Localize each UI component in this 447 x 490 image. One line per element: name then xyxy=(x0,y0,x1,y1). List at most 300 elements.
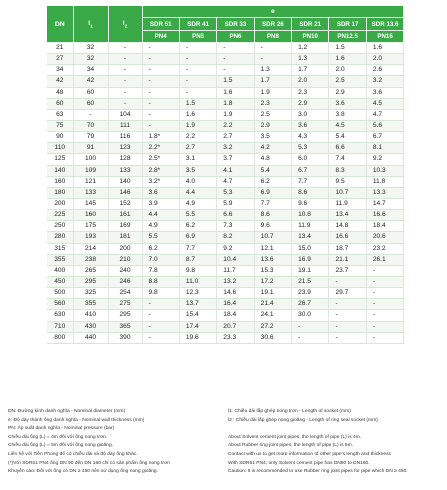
cell-thickness: 7.7 xyxy=(292,176,329,187)
cell-dn: 160 xyxy=(47,176,73,187)
cell-thickness: 12.1 xyxy=(254,243,291,254)
cell-thickness: - xyxy=(366,299,403,310)
cell-thickness: 5.3 xyxy=(292,143,329,154)
cell-l2: 210 xyxy=(108,254,142,265)
header-pn: PN4 xyxy=(142,31,179,43)
cell-l2: 140 xyxy=(108,176,142,187)
cell-thickness: 27.2 xyxy=(254,321,291,332)
cell-thickness: 3.5 xyxy=(254,132,291,143)
cell-l1: 34 xyxy=(73,65,108,76)
cell-thickness: 9.8 xyxy=(179,265,216,276)
cell-thickness: 7.8 xyxy=(142,265,179,276)
cell-thickness: 2.0 xyxy=(329,65,366,76)
cell-thickness: 2.2* xyxy=(142,143,179,154)
header-sdr: SDR 13.6 xyxy=(366,18,403,31)
cell-thickness: 5.5 xyxy=(179,210,216,221)
cell-thickness: 4.5 xyxy=(329,120,366,131)
cell-thickness: - xyxy=(254,54,291,65)
cell-thickness: - xyxy=(142,76,179,87)
cell-thickness: 15.0 xyxy=(292,243,329,254)
cell-thickness: 29.7 xyxy=(329,288,366,299)
cell-thickness: 24.1 xyxy=(254,310,291,321)
cell-thickness: 9.2 xyxy=(217,243,254,254)
cell-thickness: - xyxy=(329,332,366,343)
table-row xyxy=(47,176,404,187)
cell-thickness: 9.8 xyxy=(142,288,179,299)
cell-dn: 63 xyxy=(47,109,73,120)
cell-l1: 109 xyxy=(73,165,108,176)
cell-dn: 90 xyxy=(47,132,73,143)
cell-thickness: 16.9 xyxy=(292,254,329,265)
cell-thickness: 4.5 xyxy=(366,98,403,109)
cell-thickness: 10.3 xyxy=(366,165,403,176)
cell-thickness: 13.4 xyxy=(292,232,329,243)
cell-thickness: 5.4 xyxy=(254,165,291,176)
cell-l1: 60 xyxy=(73,98,108,109)
cell-l1: 325 xyxy=(73,288,108,299)
cell-thickness: 3.9 xyxy=(142,198,179,209)
header-pn: PN10 xyxy=(292,31,329,43)
footnote-line: Liên hệ với Tiền Phong để có chiều dài và độ dày ống khác. xyxy=(8,452,138,457)
cell-l1: 145 xyxy=(73,198,108,209)
cell-dn: 75 xyxy=(47,120,73,131)
cell-dn: 27 xyxy=(47,54,73,65)
cell-thickness: - xyxy=(292,321,329,332)
header-dn: DN xyxy=(47,6,73,43)
cell-thickness: 2.2 xyxy=(217,120,254,131)
header-sdr: SDR 21 xyxy=(292,18,329,31)
cell-dn: 500 xyxy=(47,288,73,299)
table-row xyxy=(47,321,404,332)
cell-l1: 79 xyxy=(73,132,108,143)
cell-thickness: 21.1 xyxy=(329,254,366,265)
cell-thickness: - xyxy=(366,310,403,321)
cell-thickness: 21.4 xyxy=(254,299,291,310)
cell-thickness: - xyxy=(329,310,366,321)
cell-dn: 21 xyxy=(47,43,73,54)
cell-thickness: 6.9 xyxy=(179,232,216,243)
table-row xyxy=(47,109,404,120)
cell-thickness: 4.7 xyxy=(366,109,403,120)
cell-l2: 104 xyxy=(108,109,142,120)
cell-thickness: 8.6 xyxy=(292,187,329,198)
cell-thickness: 5.5 xyxy=(142,232,179,243)
cell-l1: - xyxy=(73,109,108,120)
cell-thickness: 20.6 xyxy=(366,232,403,243)
cell-thickness: 7.0 xyxy=(142,254,179,265)
footnote-line: (*)Với SDR51 PN4 ống DN 90 đến DN 160 chỉ có sản phẩm ống nong trơn xyxy=(8,460,170,466)
cell-thickness: 16.4 xyxy=(217,299,254,310)
cell-l2: 275 xyxy=(108,299,142,310)
cell-thickness: - xyxy=(142,65,179,76)
cell-l1: 238 xyxy=(73,254,108,265)
cell-thickness: - xyxy=(142,321,179,332)
cell-thickness: 6.2 xyxy=(179,221,216,232)
cell-thickness: 11.9 xyxy=(292,221,329,232)
cell-thickness: - xyxy=(366,265,403,276)
cell-thickness: 10.8 xyxy=(292,210,329,221)
cell-thickness: 9.2 xyxy=(366,154,403,165)
pipe-dimension-table xyxy=(47,6,404,344)
cell-dn: 250 xyxy=(47,221,73,232)
cell-dn: 710 xyxy=(47,321,73,332)
cell-thickness: 4.9 xyxy=(142,221,179,232)
cell-dn: 315 xyxy=(47,243,73,254)
cell-thickness: 15.4 xyxy=(179,310,216,321)
table-row xyxy=(47,210,404,221)
cell-thickness: 2.8* xyxy=(142,165,179,176)
cell-thickness: 3.6 xyxy=(366,87,403,98)
header-pn: PN8 xyxy=(254,31,291,43)
cell-thickness: 17.2 xyxy=(254,276,291,287)
cell-thickness: 2.9 xyxy=(254,120,291,131)
cell-thickness: 4.2 xyxy=(254,143,291,154)
cell-thickness: 21.5 xyxy=(292,276,329,287)
cell-l2: 152 xyxy=(108,198,142,209)
cell-thickness: - xyxy=(142,299,179,310)
cell-thickness: 1.6 xyxy=(329,54,366,65)
cell-thickness: 1.2 xyxy=(292,43,329,54)
cell-thickness: 2.5* xyxy=(142,154,179,165)
cell-thickness: 1.3 xyxy=(254,65,291,76)
cell-l1: 355 xyxy=(73,299,108,310)
cell-thickness: 19.1 xyxy=(292,265,329,276)
footnote-line: With SDR51 PN4, only Solvent cement pipe has DN90 to DN160. xyxy=(228,460,370,466)
cell-thickness: 1.5 xyxy=(179,98,216,109)
table-row xyxy=(47,43,404,54)
cell-thickness: 2.6 xyxy=(366,65,403,76)
table-row xyxy=(47,243,404,254)
footnote-line: Caution: It is recommended to use Rubber ring joint pipes for pipe which DN ≥ 450. xyxy=(228,469,408,475)
cell-thickness: 1.6 xyxy=(179,109,216,120)
cell-thickness: - xyxy=(142,332,179,343)
footnote-line: About Solvent cement joint pipes, the length of pipe (L) is 4m. xyxy=(228,434,362,440)
cell-l2: 246 xyxy=(108,276,142,287)
cell-thickness: 1.8 xyxy=(217,98,254,109)
cell-thickness: 2.5 xyxy=(329,76,366,87)
cell-thickness: - xyxy=(179,87,216,98)
cell-thickness: 19.1 xyxy=(254,288,291,299)
table-row xyxy=(47,276,404,287)
footnote-line: l1: Chiều dài lắp ghép nong trơn - Length of socket (mm) xyxy=(228,409,351,414)
cell-l2: - xyxy=(108,87,142,98)
table-row xyxy=(47,76,404,87)
cell-thickness: 23.7 xyxy=(329,265,366,276)
cell-l1: 160 xyxy=(73,210,108,221)
cell-l2: - xyxy=(108,43,142,54)
cell-thickness: - xyxy=(329,276,366,287)
cell-l2: 390 xyxy=(108,332,142,343)
cell-l1: 70 xyxy=(73,120,108,131)
cell-l1: 32 xyxy=(73,54,108,65)
table-row xyxy=(47,198,404,209)
cell-thickness: - xyxy=(217,43,254,54)
header-sdr: SDR 33 xyxy=(217,18,254,31)
header-pn: PN6 xyxy=(217,31,254,43)
cell-thickness: - xyxy=(366,276,403,287)
cell-thickness: 9.6 xyxy=(292,198,329,209)
cell-thickness: 14.7 xyxy=(366,198,403,209)
footnote-line: About Rubber ring joint pipes, the length of pipe (L) is 5m. xyxy=(228,443,354,449)
footnote-line: Chiều dài ống (L) = 5m đối với ống nong gioăng. xyxy=(8,443,114,449)
cell-thickness: 1.6 xyxy=(217,87,254,98)
cell-l2: - xyxy=(108,98,142,109)
cell-thickness: - xyxy=(366,332,403,343)
cell-thickness: 13.2 xyxy=(217,276,254,287)
cell-thickness: 2.3 xyxy=(292,87,329,98)
cell-l2: 181 xyxy=(108,232,142,243)
cell-l2: 116 xyxy=(108,132,142,143)
cell-thickness: 5.4 xyxy=(329,132,366,143)
cell-thickness: 3.8 xyxy=(329,109,366,120)
cell-thickness: 14.6 xyxy=(217,288,254,299)
cell-l1: 214 xyxy=(73,243,108,254)
cell-l1: 133 xyxy=(73,187,108,198)
cell-thickness: 6.6 xyxy=(217,210,254,221)
table-row xyxy=(47,98,404,109)
cell-thickness: - xyxy=(254,43,291,54)
cell-thickness: 12.3 xyxy=(179,288,216,299)
cell-thickness: 2.0 xyxy=(366,54,403,65)
table-row xyxy=(47,165,404,176)
cell-thickness: 6.9 xyxy=(254,187,291,198)
footnote-line: DN: Đường kính danh nghĩa - Nominal diameter (mm) xyxy=(8,409,126,414)
footnote-line: l2 : Chiều dài lắp ghép nong gioăng - Length of ring seal socket (mm) xyxy=(228,417,378,423)
cell-l2: 146 xyxy=(108,187,142,198)
cell-thickness: 2.5 xyxy=(254,109,291,120)
table-row xyxy=(47,132,404,143)
cell-thickness: 8.1 xyxy=(366,143,403,154)
header-sdr: SDR 51 xyxy=(142,18,179,31)
cell-thickness: 11.9 xyxy=(329,198,366,209)
cell-thickness: 9.5 xyxy=(329,176,366,187)
cell-thickness: 6.2 xyxy=(142,243,179,254)
cell-thickness: - xyxy=(142,43,179,54)
cell-thickness: 18.4 xyxy=(366,221,403,232)
cell-thickness: 13.4 xyxy=(329,210,366,221)
cell-thickness: 2.7 xyxy=(179,143,216,154)
cell-thickness: 8.3 xyxy=(329,165,366,176)
table-body xyxy=(47,43,404,344)
cell-l1: 91 xyxy=(73,143,108,154)
cell-l2: - xyxy=(108,65,142,76)
table-row xyxy=(47,187,404,198)
cell-thickness: 7.7 xyxy=(254,198,291,209)
cell-thickness: 3.6 xyxy=(142,187,179,198)
cell-thickness: 4.1 xyxy=(217,165,254,176)
cell-dn: 34 xyxy=(47,65,73,76)
footnote-line: e: Độ dày thành ống danh nghĩa - Nominal wall thickness (mm) xyxy=(8,417,145,423)
table-row xyxy=(47,310,404,321)
cell-l1: 410 xyxy=(73,310,108,321)
table-row xyxy=(47,221,404,232)
cell-l2: 128 xyxy=(108,154,142,165)
cell-thickness: 8.7 xyxy=(179,254,216,265)
footnote-line: Khuyến cáo: Đối với ống có DN ≥ 450 nên sử dụng ống nong gioăng. xyxy=(8,469,159,475)
cell-thickness: 16.6 xyxy=(366,210,403,221)
cell-thickness: 1.5 xyxy=(217,76,254,87)
header-sdr: SDR 41 xyxy=(179,18,216,31)
footnote-line: Chiều dài ống (L) = 4m đối với ống nong trơn. xyxy=(8,434,108,440)
cell-thickness: 3.2 xyxy=(217,143,254,154)
cell-l1: 440 xyxy=(73,332,108,343)
cell-l2: 161 xyxy=(108,210,142,221)
cell-thickness: - xyxy=(217,65,254,76)
table-header xyxy=(47,6,404,43)
cell-thickness: 6.0 xyxy=(292,154,329,165)
table-row xyxy=(47,54,404,65)
cell-thickness: 8.8 xyxy=(142,276,179,287)
cell-thickness: 5.6 xyxy=(366,120,403,131)
cell-l2: - xyxy=(108,76,142,87)
cell-thickness: 4.9 xyxy=(179,198,216,209)
cell-thickness: - xyxy=(142,310,179,321)
cell-thickness: 23.3 xyxy=(217,332,254,343)
header-pn: PN12.5 xyxy=(329,31,366,43)
cell-dn: 140 xyxy=(47,165,73,176)
cell-thickness: 5.9 xyxy=(217,198,254,209)
cell-thickness: 4.7 xyxy=(217,176,254,187)
cell-l2: 111 xyxy=(108,120,142,131)
cell-thickness: 7.7 xyxy=(179,243,216,254)
cell-thickness: 13.3 xyxy=(366,187,403,198)
header-sdr: SDR 26 xyxy=(254,18,291,31)
header-l1: $l_1$ xyxy=(73,6,108,43)
cell-dn: 355 xyxy=(47,254,73,265)
cell-dn: 225 xyxy=(47,210,73,221)
cell-thickness: 4.0 xyxy=(179,176,216,187)
cell-thickness: 30.0 xyxy=(292,310,329,321)
cell-thickness: 13.6 xyxy=(254,254,291,265)
cell-dn: 800 xyxy=(47,332,73,343)
cell-thickness: 1.5 xyxy=(329,43,366,54)
cell-thickness: - xyxy=(217,54,254,65)
cell-thickness: 2.3 xyxy=(254,98,291,109)
table-row xyxy=(47,120,404,131)
cell-thickness: 23.2 xyxy=(366,243,403,254)
cell-thickness: 2.9 xyxy=(329,87,366,98)
cell-dn: 560 xyxy=(47,299,73,310)
cell-l1: 32 xyxy=(73,43,108,54)
table-row xyxy=(47,154,404,165)
cell-l2: 200 xyxy=(108,243,142,254)
cell-thickness: 10.7 xyxy=(254,232,291,243)
cell-l1: 42 xyxy=(73,76,108,87)
cell-l2: 133 xyxy=(108,165,142,176)
header-pn: PN5 xyxy=(179,31,216,43)
cell-thickness: 16.6 xyxy=(329,232,366,243)
cell-thickness: 1.7 xyxy=(254,76,291,87)
table-row xyxy=(47,143,404,154)
cell-thickness: 4.4 xyxy=(142,210,179,221)
cell-thickness: 26.1 xyxy=(366,254,403,265)
cell-dn: 125 xyxy=(47,154,73,165)
footnote-line: PN: Áp suất danh nghĩa - Nominal pressure (bar) xyxy=(8,426,115,432)
cell-thickness: 5.3 xyxy=(217,187,254,198)
header-pn: PN16 xyxy=(366,31,403,43)
cell-l2: 365 xyxy=(108,321,142,332)
table-row xyxy=(47,332,404,343)
cell-l1: 100 xyxy=(73,154,108,165)
cell-thickness: 8.6 xyxy=(254,210,291,221)
table-row xyxy=(47,254,404,265)
cell-thickness: 18.7 xyxy=(329,243,366,254)
table-row xyxy=(47,232,404,243)
cell-thickness: - xyxy=(142,87,179,98)
cell-thickness: 4.3 xyxy=(292,132,329,143)
cell-thickness: 13.7 xyxy=(179,299,216,310)
table-row xyxy=(47,265,404,276)
cell-l2: 169 xyxy=(108,221,142,232)
cell-thickness: - xyxy=(142,98,179,109)
cell-thickness: - xyxy=(329,321,366,332)
table-row xyxy=(47,65,404,76)
cell-thickness: - xyxy=(366,288,403,299)
cell-thickness: - xyxy=(142,109,179,120)
cell-dn: 110 xyxy=(47,143,73,154)
cell-thickness: 1.9 xyxy=(179,120,216,131)
cell-l2: 123 xyxy=(108,143,142,154)
cell-thickness: 2.2 xyxy=(179,132,216,143)
cell-dn: 630 xyxy=(47,310,73,321)
header-sdr: SDR 17 xyxy=(329,18,366,31)
cell-thickness: - xyxy=(179,54,216,65)
cell-thickness: 18.4 xyxy=(217,310,254,321)
cell-dn: 200 xyxy=(47,198,73,209)
cell-thickness: 4.4 xyxy=(179,187,216,198)
cell-thickness: 11.0 xyxy=(179,276,216,287)
cell-dn: 180 xyxy=(47,187,73,198)
cell-dn: 48 xyxy=(47,87,73,98)
cell-thickness: 1.9 xyxy=(254,87,291,98)
cell-thickness: 30.6 xyxy=(254,332,291,343)
cell-dn: 60 xyxy=(47,98,73,109)
cell-l2: 254 xyxy=(108,288,142,299)
cell-thickness: 3.0 xyxy=(292,109,329,120)
footnote-line: Contact with us to get more information of other pipe's length and thickness xyxy=(228,452,391,457)
cell-thickness: 6.7 xyxy=(366,132,403,143)
cell-dn: 42 xyxy=(47,76,73,87)
cell-thickness: 3.2* xyxy=(142,176,179,187)
cell-thickness: 3.6 xyxy=(292,120,329,131)
cell-l2: 240 xyxy=(108,265,142,276)
cell-thickness: 23.9 xyxy=(292,288,329,299)
cell-dn: 450 xyxy=(47,276,73,287)
cell-thickness: 11.7 xyxy=(217,265,254,276)
cell-thickness: 3.1 xyxy=(179,154,216,165)
cell-thickness: 4.8 xyxy=(254,154,291,165)
header-l2: $l_2$ xyxy=(108,6,142,43)
cell-thickness: 26.7 xyxy=(292,299,329,310)
cell-thickness: 14.8 xyxy=(329,221,366,232)
cell-thickness: 2.0 xyxy=(292,76,329,87)
cell-thickness: 17.4 xyxy=(179,321,216,332)
cell-thickness: 2.9 xyxy=(292,98,329,109)
cell-thickness: 6.2 xyxy=(254,176,291,187)
cell-thickness: 1.8* xyxy=(142,132,179,143)
cell-thickness: - xyxy=(142,120,179,131)
cell-thickness: 2.7 xyxy=(217,132,254,143)
cell-thickness: 9.6 xyxy=(254,221,291,232)
table-row xyxy=(47,87,404,98)
cell-l1: 175 xyxy=(73,221,108,232)
cell-thickness: 8.2 xyxy=(217,232,254,243)
cell-l1: 430 xyxy=(73,321,108,332)
cell-thickness: - xyxy=(179,76,216,87)
cell-thickness: 1.6 xyxy=(366,43,403,54)
cell-l1: 265 xyxy=(73,265,108,276)
header-e: e xyxy=(142,6,404,18)
